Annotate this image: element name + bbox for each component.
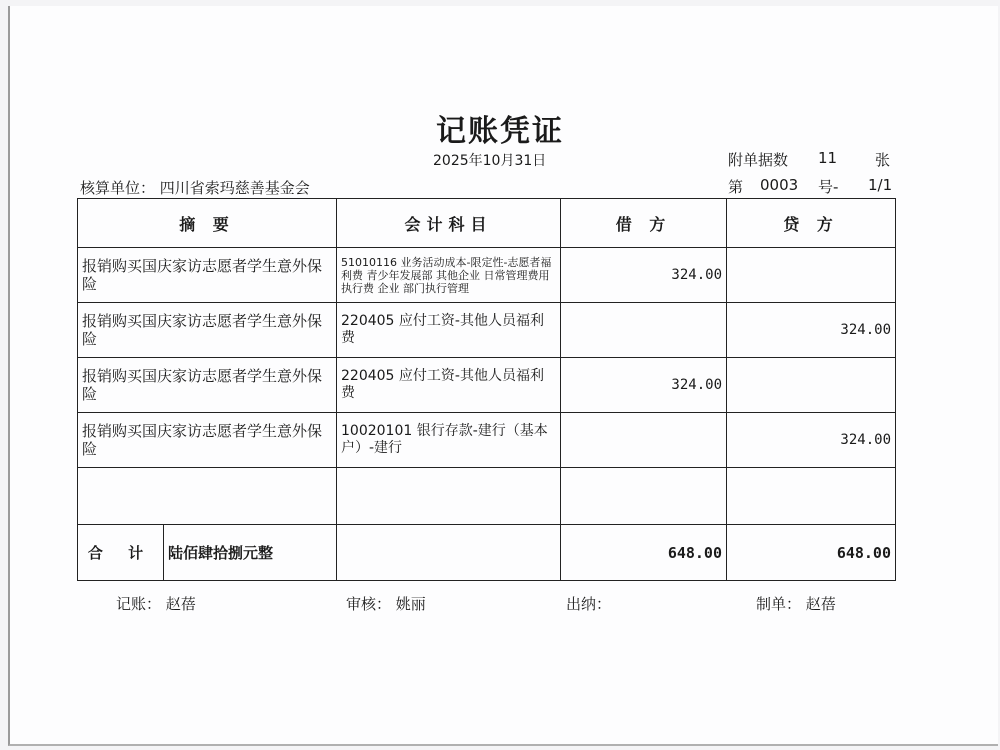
entry-credit <box>727 358 896 413</box>
entry-account: 220405 应付工资-其他人员福利费 <box>337 358 561 413</box>
header-debit: 借 方 <box>561 199 727 248</box>
table-row <box>78 413 896 468</box>
entry-debit <box>561 468 727 525</box>
entry-account: 51010116 业务活动成本-限定性-志愿者福利费 青少年发展部 其他企业 日常管理费用 执行费 企业 部门执行管理 <box>337 248 561 303</box>
table-row <box>78 248 896 303</box>
total-spacer <box>337 525 561 581</box>
attachments-label: 附单据数 <box>728 151 789 169</box>
bookkeeper-signature: 记账： 赵蓓 <box>116 595 196 613</box>
entry-credit: 324.00 <box>727 413 896 468</box>
voucher-no: 0003 <box>760 176 799 194</box>
voucher-prefix: 第 <box>728 178 744 196</box>
header-account: 会计科目 <box>337 199 561 248</box>
total-words: 陆佰肆拾捌元整 <box>168 544 274 562</box>
entry-debit: 324.00 <box>561 248 727 303</box>
total-debit: 648.00 <box>561 525 727 581</box>
table-row <box>78 303 896 358</box>
voucher-suffix: 号- <box>818 178 839 196</box>
entry-debit: 324.00 <box>561 358 727 413</box>
header-credit: 贷 方 <box>727 199 896 248</box>
entry-credit <box>727 468 896 525</box>
entry-account: 10020101 银行存款-建行（基本户）-建行 <box>337 413 561 468</box>
total-row <box>78 525 896 581</box>
voucher-title: 记账凭证 <box>436 114 564 149</box>
entry-summary <box>78 468 337 525</box>
voucher-table <box>77 198 896 581</box>
entry-debit <box>561 303 727 358</box>
total-cell <box>78 525 337 581</box>
table-row <box>78 358 896 413</box>
entry-summary: 报销购买国庆家访志愿者学生意外保险 <box>78 413 337 468</box>
table-row-empty <box>78 468 896 525</box>
voucher-date: 2025年10月31日 <box>433 153 547 169</box>
header-summary: 摘 要 <box>78 199 337 248</box>
cashier-signature: 出纳： <box>566 595 612 613</box>
accounting-unit: 核算单位： 四川省索玛慈善基金会 <box>80 179 310 197</box>
entry-debit <box>561 413 727 468</box>
total-credit: 648.00 <box>727 525 896 581</box>
preparer-signature: 制单： 赵蓓 <box>756 595 836 613</box>
entry-summary: 报销购买国庆家访志愿者学生意外保险 <box>78 303 337 358</box>
table-header <box>78 199 896 248</box>
entry-summary: 报销购买国庆家访志愿者学生意外保险 <box>78 248 337 303</box>
voucher-page: 1/1 <box>868 176 893 194</box>
entry-summary: 报销购买国庆家访志愿者学生意外保险 <box>78 358 337 413</box>
entry-account <box>337 468 561 525</box>
entry-credit: 324.00 <box>727 303 896 358</box>
attachments-count: 11 <box>818 149 838 167</box>
entry-account: 220405 应付工资-其他人员福利费 <box>337 303 561 358</box>
entry-credit <box>727 248 896 303</box>
attachments-unit: 张 <box>875 151 891 169</box>
total-label: 合 计 <box>78 525 164 580</box>
reviewer-signature: 审核： 姚丽 <box>346 595 426 613</box>
